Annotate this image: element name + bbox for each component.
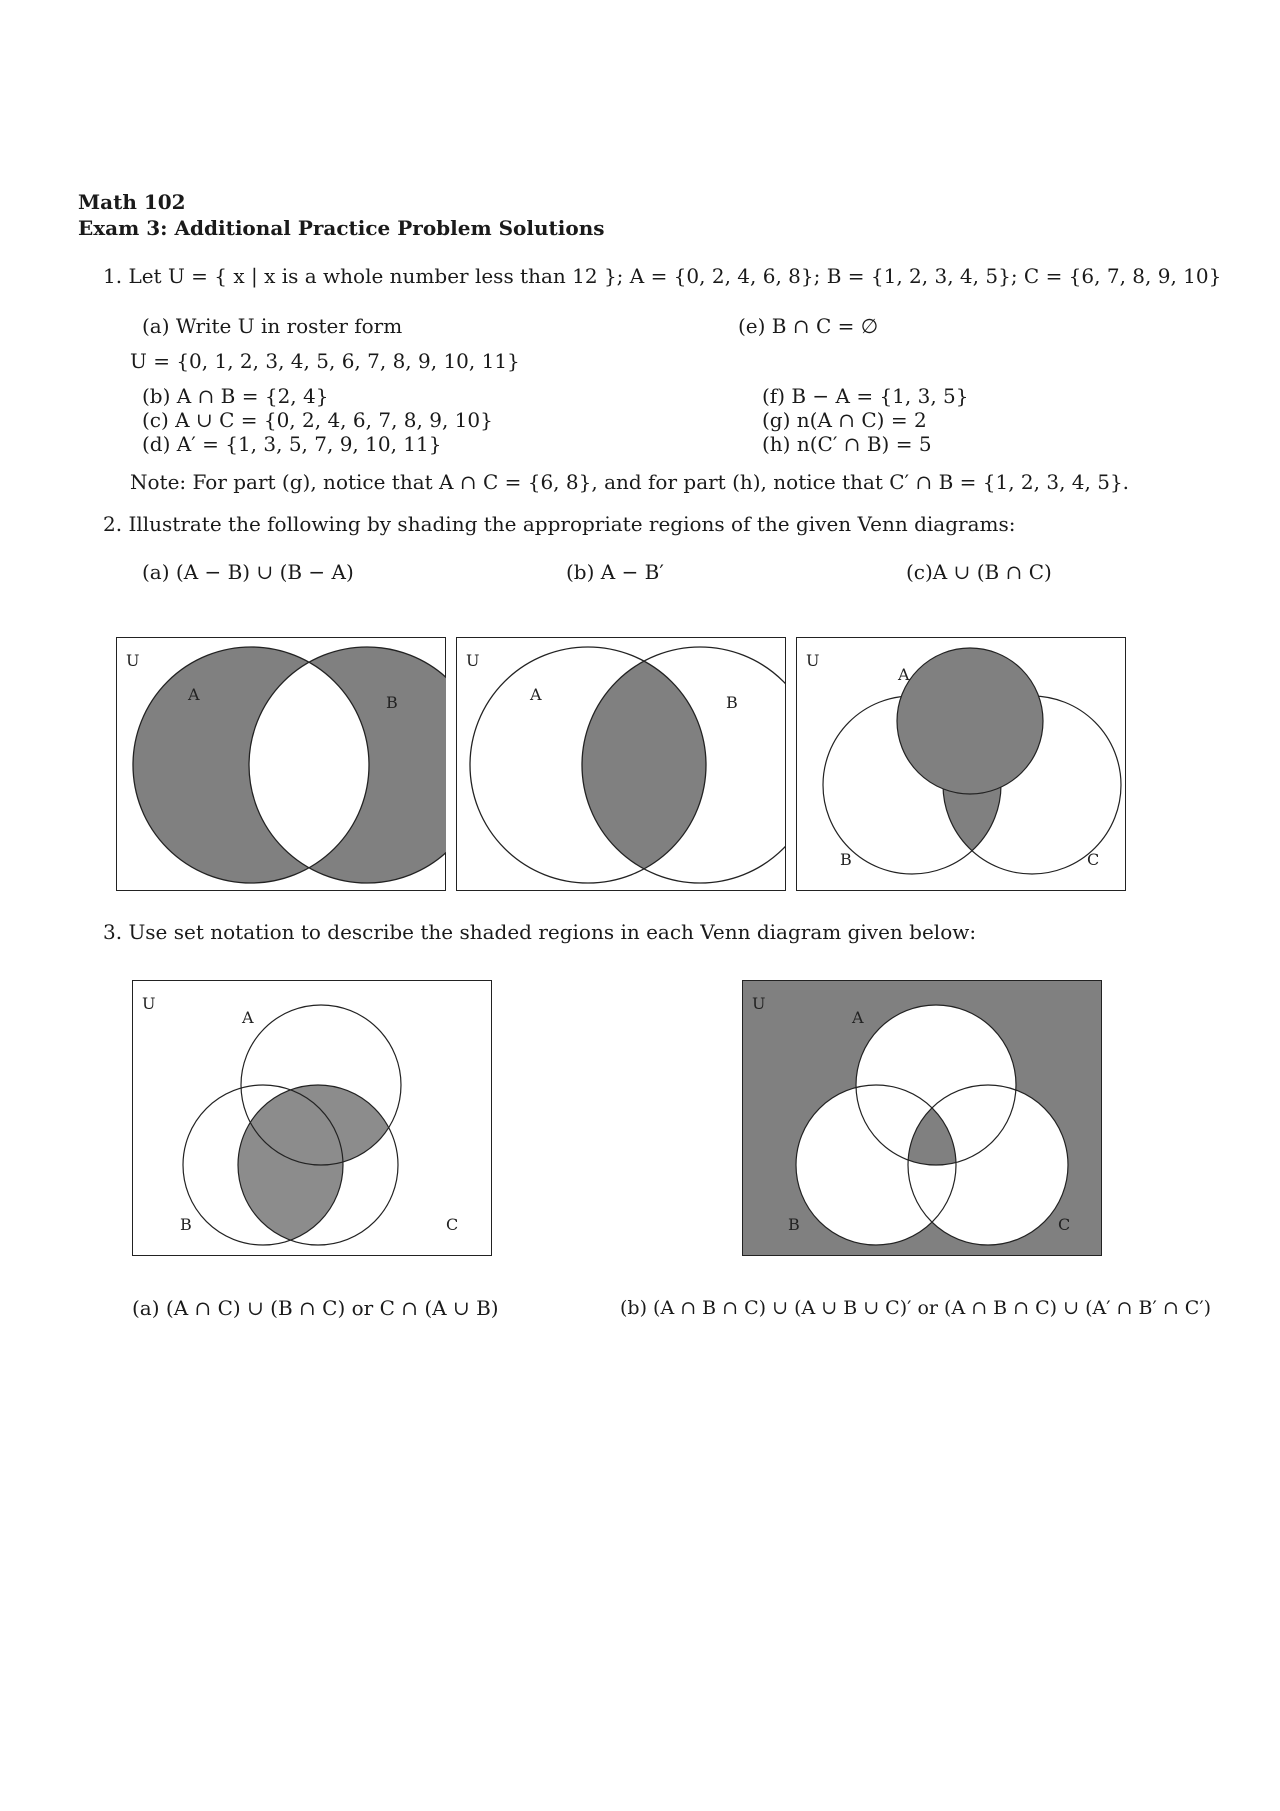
venn-2b xyxy=(456,637,786,891)
problem-1f: (f) B − A = {1, 3, 5} xyxy=(762,384,969,408)
venn-3a xyxy=(132,980,492,1256)
page-title: Exam 3: Additional Practice Problem Solutions xyxy=(78,216,605,240)
problem-1-prompt: 1. Let U = { x | x is a whole number less than 12 }; A = {0, 2, 4, 6, 8}; B = {1, 2, 3, 4, 5}; C = {6, 7, 8, 9, 10} xyxy=(103,264,1222,288)
set-a-label: A xyxy=(188,685,200,704)
set-a-circle xyxy=(897,648,1043,794)
problem-2-prompt: 2. Illustrate the following by shading the appropriate regions of the given Venn diagrams: xyxy=(103,512,1016,536)
problem-3b-answer: (b) (A ∩ B ∩ C) ∪ (A ∪ B ∪ C)′ or (A ∩ B ∩ C) ∪ (A′ ∩ B′ ∩ C′) xyxy=(620,1297,1212,1319)
set-a-label: A xyxy=(530,685,542,704)
problem-1e: (e) B ∩ C = ∅ xyxy=(738,314,879,338)
venn-2c xyxy=(796,637,1126,891)
problem-1d: (d) A′ = {1, 3, 5, 7, 9, 10, 11} xyxy=(142,432,442,456)
set-b-label: B xyxy=(386,693,398,712)
problem-2c-label: (c)A ∪ (B ∩ C) xyxy=(906,560,1052,584)
problem-1a: (a) Write U in roster form xyxy=(142,314,403,338)
universe-label: U xyxy=(466,651,480,670)
problem-1-note: Note: For part (g), notice that A ∩ C = {6, 8}, and for part (h), notice that C′ ∩ B = {1, 2, 3, 4, 5}. xyxy=(130,470,1130,494)
set-b-label: B xyxy=(726,693,738,712)
set-a-label: A xyxy=(852,1008,864,1027)
set-b-label: B xyxy=(788,1215,800,1234)
set-a-label: A xyxy=(242,1008,254,1027)
problem-1b: (b) A ∩ B = {2, 4} xyxy=(142,384,329,408)
set-a-label: A xyxy=(898,665,910,684)
problem-1-u-roster: U = {0, 1, 2, 3, 4, 5, 6, 7, 8, 9, 10, 11} xyxy=(130,349,520,373)
problem-3a-answer: (a) (A ∩ C) ∪ (B ∩ C) or C ∩ (A ∪ B) xyxy=(132,1296,499,1320)
problem-3-prompt: 3. Use set notation to describe the shaded regions in each Venn diagram given below: xyxy=(103,920,977,944)
set-c-label: C xyxy=(446,1215,459,1234)
problem-1h: (h) n(C′ ∩ B) = 5 xyxy=(762,432,932,456)
set-c-label: C xyxy=(1087,850,1100,869)
venn-2a xyxy=(116,637,446,891)
problem-1c: (c) A ∪ C = {0, 2, 4, 6, 7, 8, 9, 10} xyxy=(142,408,493,432)
problem-1g: (g) n(A ∩ C) = 2 xyxy=(762,408,927,432)
universe-label: U xyxy=(752,994,766,1013)
universe-label: U xyxy=(126,651,140,670)
set-c-label: C xyxy=(1058,1215,1071,1234)
course-title: Math 102 xyxy=(78,190,186,214)
venn-3b xyxy=(742,980,1102,1256)
universe-label: U xyxy=(806,651,820,670)
problem-2a-label: (a) (A − B) ∪ (B − A) xyxy=(142,560,354,584)
problem-2b-label: (b) A − B′ xyxy=(566,560,664,584)
universe-label: U xyxy=(142,994,156,1013)
set-b-label: B xyxy=(840,850,852,869)
set-b-label: B xyxy=(180,1215,192,1234)
